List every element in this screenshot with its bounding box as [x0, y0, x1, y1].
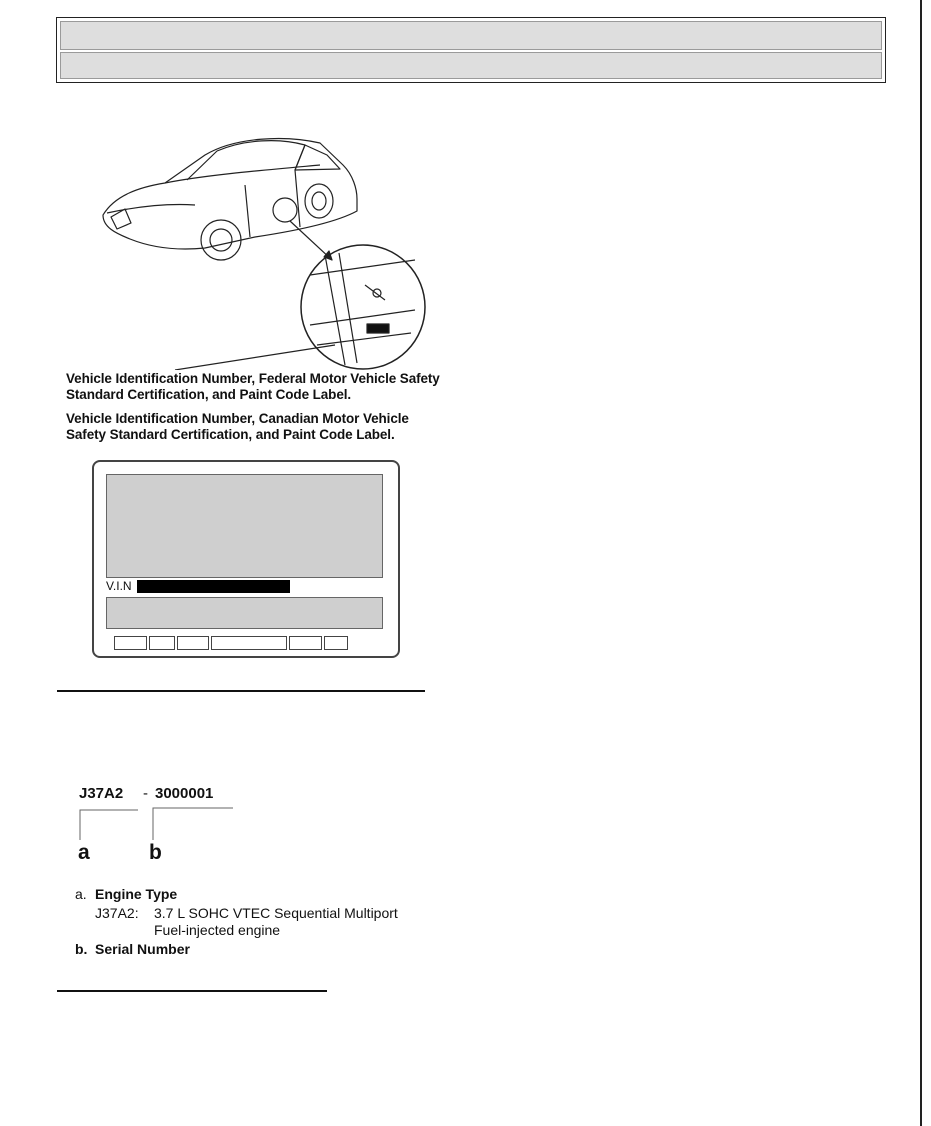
engine-code-brackets — [75, 800, 255, 845]
car-windshield — [187, 141, 305, 180]
code-box — [114, 636, 147, 650]
legend-b-marker: b. — [75, 941, 88, 957]
code-box — [149, 636, 175, 650]
label-pointer-line — [175, 345, 335, 370]
header-subtitle-bar — [60, 52, 882, 79]
car-roof-line — [165, 165, 320, 183]
door-jamb-marker-circle — [273, 198, 297, 222]
vin-sticker-detail — [367, 324, 389, 333]
page-right-border — [920, 0, 922, 1126]
legend-a-desc-1: 3.7 L SOHC VTEC Sequential Multiport — [154, 905, 398, 921]
car-door-line — [245, 170, 300, 237]
section-divider — [57, 990, 327, 992]
caption-federal-label: Vehicle Identification Number, Federal Motor Vehicle Safety Standard Certification, and Paint Code Label. — [66, 371, 440, 402]
legend-a-code: J37A2: — [95, 905, 139, 921]
vin-label-text: V.I.N — [106, 579, 132, 593]
caption-canadian-label: Vehicle Identification Number, Canadian Motor Vehicle Safety Standard Certification, and Paint Code Label. — [66, 411, 409, 442]
vin-label-diagram — [92, 460, 400, 658]
engine-marker-a: a — [78, 841, 90, 864]
legend-a-desc-2: Fuel-injected engine — [154, 922, 281, 938]
vin-number-bar — [137, 580, 290, 593]
section-divider — [57, 690, 425, 692]
engine-serial-number: 3000001 — [155, 785, 214, 802]
car-rear-wheel — [305, 184, 333, 218]
code-box — [211, 636, 287, 650]
legend-a-title: Engine Type — [95, 886, 178, 902]
certification-text-area — [106, 474, 383, 578]
page-header — [56, 17, 886, 83]
engine-code-dash: - — [143, 785, 148, 802]
paint-code-area — [106, 597, 383, 629]
bracket-a — [80, 810, 138, 840]
code-box — [177, 636, 209, 650]
engine-type-code: J37A2 — [79, 785, 124, 802]
bracket-b — [153, 808, 233, 840]
door-jamb-detail — [310, 253, 415, 365]
header-title-bar — [60, 21, 882, 50]
door-jamb-bolt — [373, 289, 381, 297]
engine-marker-b: b — [149, 841, 162, 864]
car-rear-wheel-hub — [312, 192, 326, 210]
car-body-outline — [103, 139, 357, 249]
car-vin-location-illustration — [95, 125, 435, 370]
legend-b-title: Serial Number — [95, 941, 190, 957]
car-front-wheel — [201, 220, 241, 260]
legend-a-marker: a. — [75, 886, 87, 902]
car-front-wheel-hub — [210, 229, 232, 251]
door-jamb-detail-circle — [301, 245, 425, 369]
code-box — [324, 636, 348, 650]
code-box — [289, 636, 322, 650]
